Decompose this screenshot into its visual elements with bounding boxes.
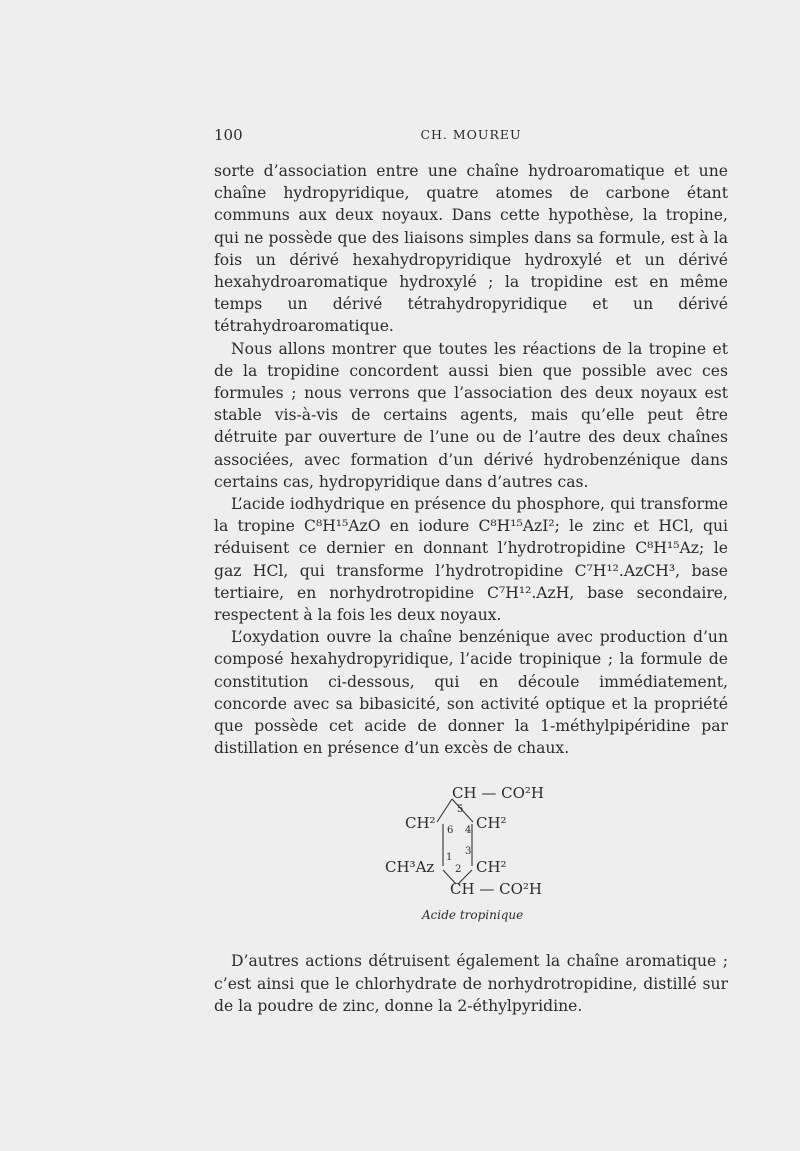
formula-right-top-group: CH²: [476, 814, 507, 832]
formula-secondary-base: C⁷H¹².AzH: [487, 583, 570, 602]
text-run: ; le gaz HCl, qui transforme l’hydrotropidine: [214, 539, 728, 580]
page-header: [214, 126, 728, 148]
formula-left-top-group: CH²: [405, 814, 436, 832]
formula-tertiary-base: C⁷H¹².AzCH³: [574, 561, 676, 580]
atom-number: 1: [446, 852, 453, 863]
paragraph-1: sorte d’association entre une chaîne hydroaromatique et une chaîne hydropyridique, quatre atomes de carbone étant communs aux deux noyaux. Dans cette hypothèse, la tropine, qui ne possède que des liaisons simples dans sa formule, est à la fois un dérivé hexahydropyridique hydroxylé et un dérivé hexahydroaromatique hydroxylé ; la tropidine est en même temps un dérivé tétrahydropyridique et un dérivé tétrahydroaromatique.: [214, 162, 728, 336]
text-run: L’acide iodhydrique en présence du phosphore, qui transforme la tropine: [214, 495, 728, 536]
atom-number: 6: [447, 825, 454, 836]
text-run: , base secondaire, respectent à la fois les deux noyaux.: [214, 583, 728, 625]
atom-number: 3: [465, 846, 472, 857]
page-number: 100: [214, 126, 243, 144]
paragraph-3: [214, 493, 728, 626]
paragraph-2: Nous allons montrer que toutes les réactions de la tropine et de la tropidine concordent aussi bien que possible avec ces formules ; nous verrons que l’association des deux noyaux est stable vis-à-vis de certains agents, mais qu’elle peut être détruite par ouverture de l’une ou de l’autre des deux chaînes associées, avec formation d’un dérivé hydrobenzénique dans certains cas, hydropyridique dans d’autres cas.: [214, 339, 728, 491]
paragraph-4: L’oxydation ouvre la chaîne benzénique avec production d’un composé hexahydropyridique, l’acide tropinique ; la formule de constitution ci-dessous, qui en découle immédiatement, concorde avec sa bibasicité, son activité optique et la propriété que possède cet acide de donner la 1-méthylpipéridine par distillation en présence d’un excès de chaux.: [214, 628, 728, 758]
atom-number: 5: [457, 804, 464, 815]
formula-top-group: CH — CO²H: [452, 784, 544, 802]
running-head: CH. MOUREU: [420, 127, 522, 142]
formula-iodure: C⁸H¹⁵AzI²: [478, 517, 555, 536]
formula-caption: Acide tropinique: [422, 908, 524, 922]
paragraph-5: D’autres actions détruisent également la chaîne aromatique ; c’est ainsi que le chlorhydrate de norhydrotropidine, distillé sur de la poudre de zinc, donne la 2-éthylpyridine.: [214, 952, 728, 1015]
text-run: , base tertiaire, en norhydrotropidine: [214, 561, 728, 602]
text-run: en iodure: [380, 517, 479, 536]
formula-tropine: C⁸H¹⁵AzO: [304, 517, 381, 536]
formula-right-bottom-group: CH²: [476, 858, 507, 876]
formula-nitrogen-group: CH³Az: [385, 858, 435, 876]
formula-bottom-group: CH — CO²H: [450, 880, 542, 898]
closing-paragraph: [214, 950, 728, 1018]
text-run: ; le zinc et HCl, qui réduisent ce dernier en donnant l’hydrotropidine: [214, 517, 728, 558]
atom-number: 2: [455, 864, 462, 875]
body-text: [214, 160, 728, 759]
formula-hydrotropidine: C⁸H¹⁵Az: [635, 539, 699, 558]
atom-number: 4: [465, 825, 472, 836]
